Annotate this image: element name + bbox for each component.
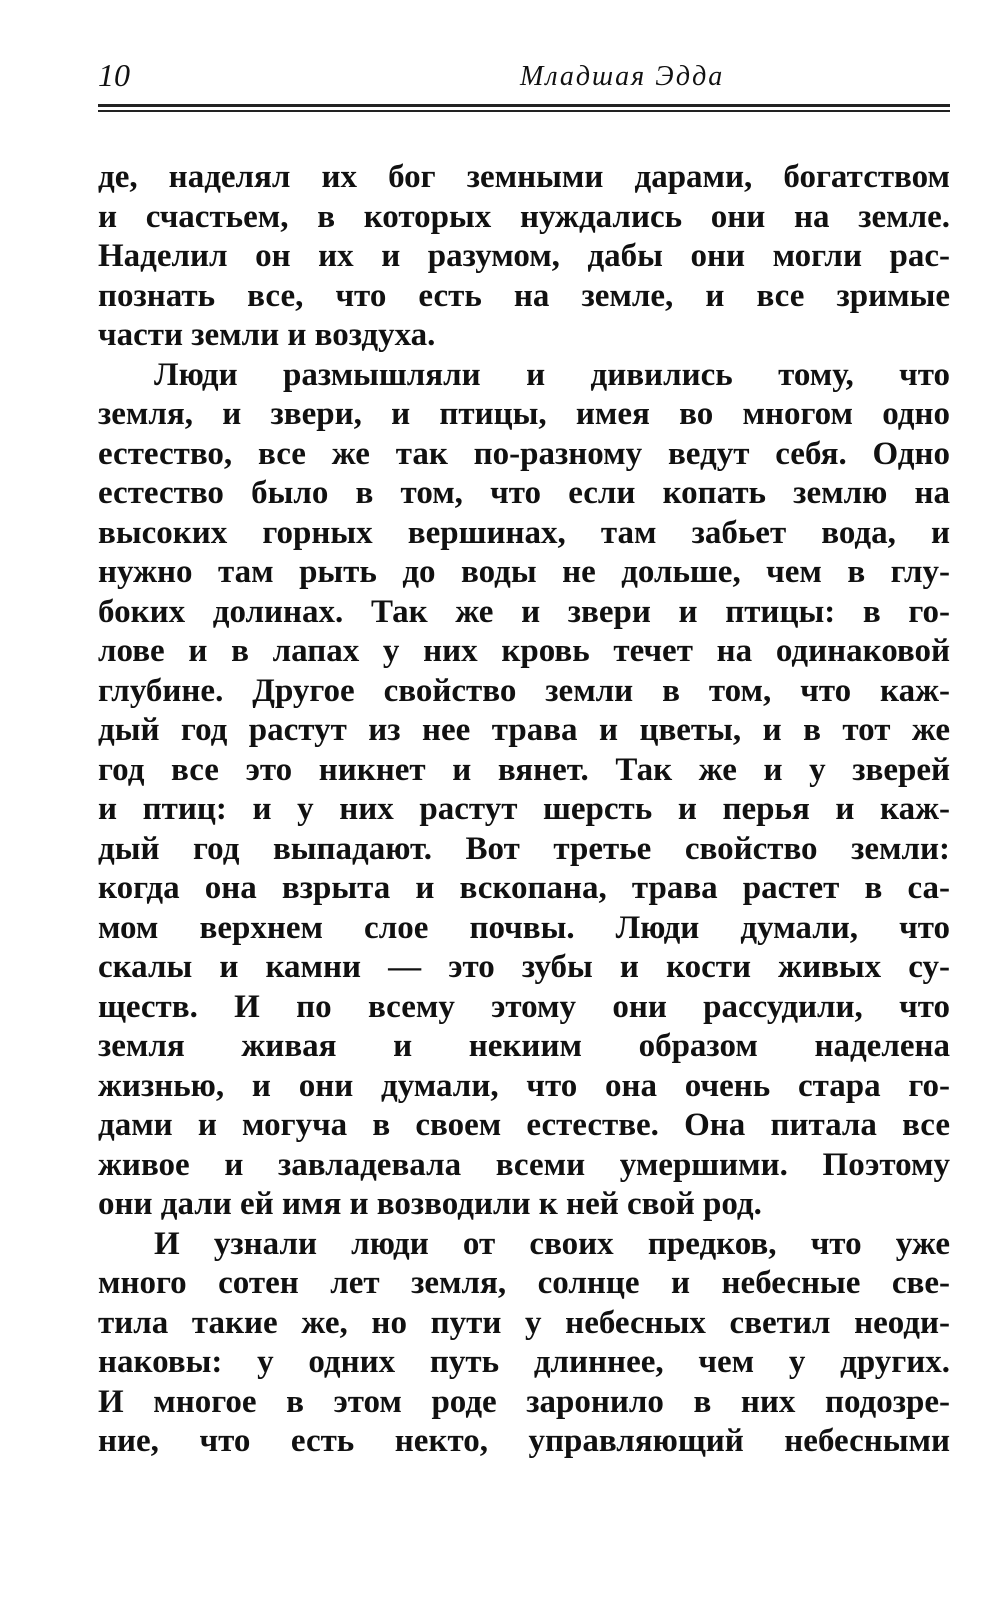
text-line: И многое в этом роде заронило в них подозре- <box>98 1383 950 1420</box>
text-line: Наделил он их и разумом, дабы они могли рас- <box>98 238 950 274</box>
text-line: высоких горных вершинах, там забьет вода, и <box>98 514 950 551</box>
text-line: они дали ей имя и возводили к ней свой род. <box>98 1186 762 1222</box>
text-line: жизнью, и они думали, что она очень стара го- <box>98 1067 950 1104</box>
paragraph <box>98 158 950 356</box>
text-line: живое и завладевала всеми умершими. Поэтому <box>98 1146 950 1183</box>
body-text <box>98 158 950 1462</box>
text-line: ществ. И по всему этому они рассудили, что <box>98 988 950 1025</box>
text-line: дами и могуча в своем естестве. Она питала все <box>98 1107 950 1143</box>
text-line: земля живая и некиим образом наделена <box>98 1028 950 1064</box>
text-line: познать все, что есть на земле, и все зримые <box>98 277 950 314</box>
text-line: глубине. Другое свойство земли в том, что каж- <box>98 672 950 709</box>
text-line: естество было в том, что если копать землю на <box>98 475 950 511</box>
text-line: ние, что есть некто, управляющий небесными <box>98 1423 950 1459</box>
paragraph <box>98 356 950 1225</box>
text-line: тила такие же, но пути у небесных светил неоди- <box>98 1304 950 1341</box>
text-line: и счастьем, в которых нуждались они на земле. <box>98 198 950 235</box>
page-header <box>98 55 950 97</box>
text-line: нужно там рыть до воды не дольше, чем в глу- <box>98 554 950 590</box>
text-line: И узнали люди от своих предков, что уже <box>154 1225 950 1262</box>
text-line: и птиц: и у них растут шерсть и перья и каж- <box>98 791 950 827</box>
paragraph <box>98 1225 950 1462</box>
text-line: боких долинах. Так же и звери и птицы: в го- <box>98 593 950 630</box>
text-line: год все это никнет и вянет. Так же и у зверей <box>98 751 950 788</box>
text-line: де, наделял их бог земными дарами, богатством <box>98 159 950 195</box>
header-rule-upper <box>98 104 950 107</box>
text-line: земля, и звери, и птицы, имея во многом одно <box>98 396 950 432</box>
text-line: наковы: у одних путь длиннее, чем у других. <box>98 1344 950 1380</box>
text-line: много сотен лет земля, солнце и небесные све- <box>98 1265 950 1301</box>
running-title: Младшая Эдда <box>520 61 725 92</box>
text-line: дый год растут из нее трава и цветы, и в тот же <box>98 712 950 748</box>
text-line: дый год выпадают. Вот третье свойство земли: <box>98 830 950 867</box>
text-line: лове и в лапах у них кровь течет на одинаковой <box>98 633 950 669</box>
text-line: Люди размышляли и дивились тому, что <box>154 356 950 393</box>
text-line: когда она взрыта и вскопана, трава растет в са- <box>98 870 950 906</box>
text-line: мом верхнем слое почвы. Люди думали, что <box>98 909 950 946</box>
header-rule-lower <box>98 110 950 112</box>
page-number: 10 <box>98 57 130 93</box>
text-line: скалы и камни — это зубы и кости живых су- <box>98 949 950 985</box>
text-line: части земли и воздуха. <box>98 317 436 353</box>
text-line: естество, все же так по-разному ведут себя. Одно <box>98 435 950 472</box>
